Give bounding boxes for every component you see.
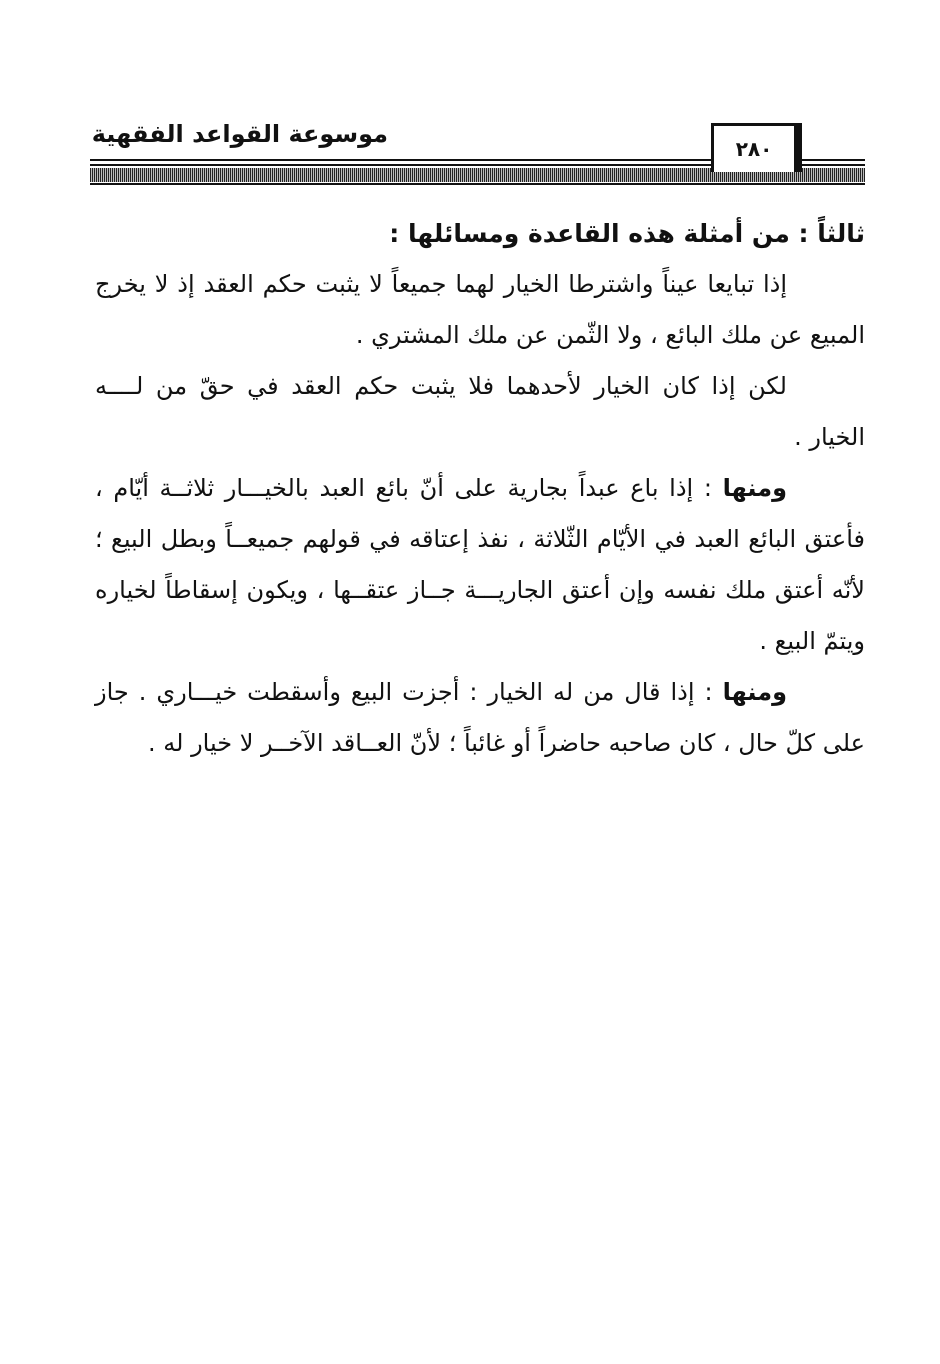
section-heading: ثالثاً : من أمثلة هذه القاعدة ومسائلها : bbox=[389, 219, 865, 248]
page-number-box bbox=[711, 123, 797, 172]
paragraph-3-lead: ومنها bbox=[722, 474, 787, 502]
paragraph-4-lead: ومنها bbox=[722, 678, 787, 706]
page-number: ٢٨٠ bbox=[735, 137, 773, 161]
header-rule-bottom bbox=[90, 183, 865, 185]
paragraph-3-text: : إذا باع عبداً بجارية على أنّ بائع العبد بالخيـــار ثلاثــة أيّام ، فأعتق البائع العبد في الأيّام الثّلاثة ، نفذ إعتاقه في قولهم جميعــاً وبطل البيع ؛ لأنّه أعتق ملك نفسه وإن أعتق الجاريـــة جــاز عتقــها ، ويكون إسقاطاً لخياره ويتمّ البيع . bbox=[95, 474, 865, 655]
paragraph-4 bbox=[95, 667, 865, 769]
paragraph-4-text: : إذا قال من له الخيار : أجزت البيع وأسقطت خيـــاري . جاز على كلّ حال ، كان صاحبه حاضراً أو غائباً ؛ لأنّ العــاقد الآخــر لا خيار له . bbox=[95, 678, 865, 757]
paragraph-2: لكن إذا كان الخيار لأحدهما فلا يثبت حكم العقد في حقّ من لــــه الخيار . bbox=[95, 372, 865, 451]
paragraph-3 bbox=[95, 463, 865, 667]
running-title: موسوعة القواعد الفقهية bbox=[91, 120, 388, 148]
page-header bbox=[0, 0, 940, 200]
page-body bbox=[95, 208, 865, 769]
paragraph-1: إذا تبايعا عيناً واشترطا الخيار لهما جميعاً لا يثبت حكم العقد إذ لا يخرج المبيع عن ملك البائع ، ولا الثّمن عن ملك المشتري . bbox=[95, 270, 865, 349]
